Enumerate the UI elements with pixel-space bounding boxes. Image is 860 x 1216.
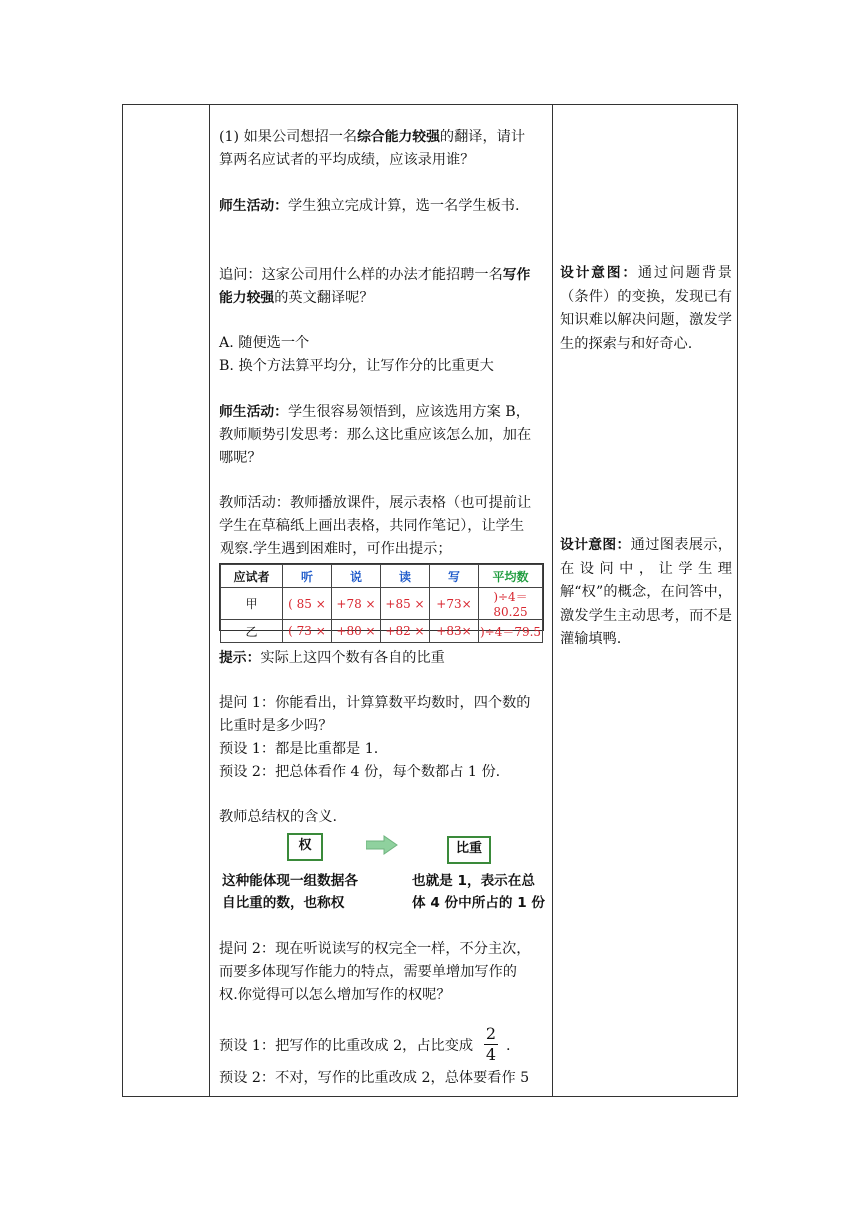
question-1-line2: 算两名应试者的平均成绩，应该录用谁？ [219,152,475,168]
table-header-row [221,565,543,588]
score-cell: +80 × [332,620,381,643]
table-row [221,620,543,643]
hint: 提示：实际上这四个数有各自的比重 [219,650,445,666]
fraction-numerator: 2 [485,1024,497,1043]
header-listen: 听 [283,565,332,588]
header-write: 写 [430,565,479,588]
weight-definition-line2: 自比重的数，也称权 [222,895,345,911]
option-b: B. 换个方法算平均分，让写作分的比重更大 [219,358,494,374]
header-average: 平均数 [479,565,543,588]
question-1: (1) 如果公司想招一名综合能力较强的翻译，请计 [219,129,526,145]
proportion-box: 比重 [447,836,491,864]
header-read: 读 [381,565,430,588]
score-cell: ( 85 × [283,588,332,620]
fraction-denominator: 4 [485,1045,497,1064]
question-3-line2: 而要多体现写作能力的特点，需要单增加写作的 [219,964,517,980]
arrow-right-icon [366,835,398,855]
follow-up-question-line2: 能力较强的英文翻译呢？ [219,290,374,306]
table-row [221,588,543,620]
activity-1: 师生活动：学生独立完成计算，选一名学生板书. [219,198,520,214]
column-divider-1 [209,105,210,1096]
design-intent-1: 设计意图：通过问题背景（条件）的变换，发现已有知识难以解决问题，激发学生的探索与和好奇心. [560,265,732,352]
candidate-name: 甲 [221,588,283,620]
teacher-activity-line2: 学生在草稿纸上画出表格，共同作笔记），让学生 [219,518,525,534]
fraction [484,1024,498,1065]
weight-definition: 这种能体现一组数据各 [222,873,358,889]
preset-1: 预设 1：都是比重都是 1. [219,741,379,757]
summary: 教师总结权的含义. [219,809,338,825]
question-2-line2: 比重时是多少吗？ [219,718,333,734]
teacher-activity-line3: 观察.学生遇到困难时，可作出提示； [220,541,452,557]
preset-3: 预设 1：把写作的比重改成 2，占比变成 [219,1038,474,1054]
question-2: 提问 1：你能看出，计算算数平均数时，四个数的 [219,695,531,711]
proportion-explanation: 也就是 1，表示在总 [412,873,535,889]
score-cell: +83× [430,620,479,643]
average-cell: )÷4＝80.25 [479,588,543,620]
activity-2: 师生活动：学生很容易领悟到，应该选用方案 B， [219,404,530,420]
candidate-name: 乙 [221,620,283,643]
design-intent-2: 设计意图：通过图表展示，在设问中，让学生理解“权”的概念，在问答中，激发学生主动思考，而不是灌输填鸭. [560,537,732,647]
score-cell: ( 73 × [283,620,332,643]
preset-2: 预设 2：把总体看作 4 份，每个数都占 1 份. [219,764,501,780]
teacher-activity: 教师活动：教师播放课件，展示表格（也可提前让 [219,495,532,511]
score-table [219,563,544,639]
average-cell: )÷4＝79.5 [479,620,543,643]
score-cell: +85 × [381,588,430,620]
proportion-explanation-line2: 体 4 份中所占的 1 份 [412,895,546,911]
question-3: 提问 2：现在听说读写的权完全一样，不分主次， [219,941,531,957]
option-a: A. 随便选一个 [219,335,310,351]
score-cell: +78 × [332,588,381,620]
weight-box: 权 [287,833,323,861]
question-3-line3: 权.你觉得可以怎么增加写作的权呢？ [219,987,451,1003]
header-candidate: 应试者 [221,565,283,588]
header-speak: 说 [332,565,381,588]
activity-2-line2: 教师顺势引发思考：那么这比重应该怎么加，加在 [219,427,532,443]
score-cell: +73× [430,588,479,620]
activity-2-line3: 哪呢？ [219,450,262,466]
score-cell: +82 × [381,620,430,643]
preset-3-end: . [506,1038,511,1054]
column-divider-2 [552,105,553,1096]
follow-up-question: 追问：这家公司用什么样的办法才能招聘一名写作 [219,267,531,283]
preset-4: 预设 2：不对，写作的比重改成 2，总体要看作 5 [219,1070,530,1086]
